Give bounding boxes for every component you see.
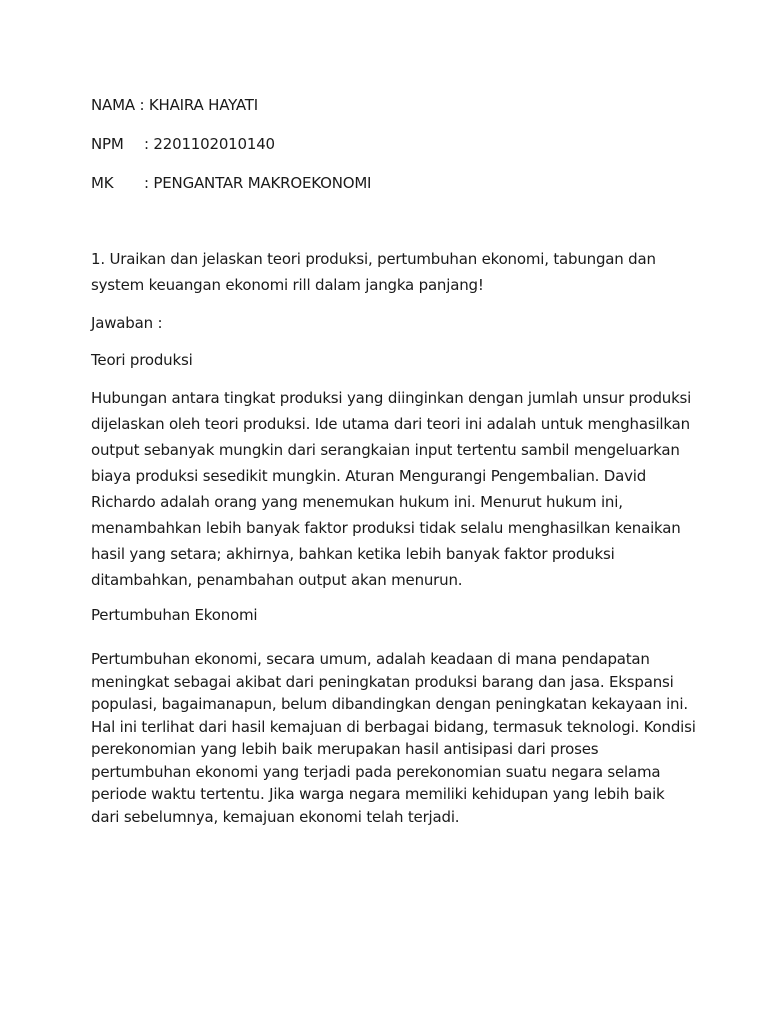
paragraph-line: output sebanyak mungkin dari serangkaian input tertentu sambil mengeluarkan	[91, 441, 680, 459]
paragraph-line: populasi, bagaimanapun, belum dibandingkan dengan peningkatan kekayaan ini.	[91, 695, 688, 713]
paragraph-line: Hubungan antara tingkat produksi yang diinginkan dengan jumlah unsur produksi	[91, 389, 692, 407]
paragraph-line: dijelaskan oleh teori produksi. Ide utama dari teori ini adalah untuk menghasilkan	[91, 415, 690, 433]
course-value: : PENGANTAR MAKROEKONOMI	[144, 174, 372, 192]
paragraph-line: meningkat sebagai akibat dari peningkatan produksi barang dan jasa. Ekspansi	[91, 672, 674, 691]
section-heading-teori: Teori produksi	[91, 351, 193, 369]
pertumbuhan-paragraph	[91, 648, 696, 828]
npm-line	[91, 134, 275, 154]
answer-label: Jawaban :	[91, 314, 163, 332]
paragraph-line: periode waktu tertentu. Jika warga negara memiliki kehidupan yang lebih baik	[91, 785, 665, 803]
paragraph-line: Hal ini terlihat dari hasil kemajuan di berbagai bidang, termasuk teknologi. Kondisi	[91, 717, 696, 736]
name-line: NAMA : KHAIRA HAYATI	[91, 96, 258, 114]
teori-paragraph	[91, 385, 691, 593]
paragraph-line: biaya produksi sesedikit mungkin. Aturan Mengurangi Pengembalian. David	[91, 467, 647, 485]
paragraph-line: ditambahkan, penambahan output akan menurun.	[91, 571, 463, 589]
question-line: system keuangan ekonomi rill dalam jangka panjang!	[91, 276, 484, 294]
paragraph-line: pertumbuhan ekonomi yang terjadi pada perekonomian suatu negara selama	[91, 762, 661, 781]
paragraph-line: menambahkan lebih banyak faktor produksi tidak selalu menghasilkan kenaikan	[91, 519, 681, 537]
paragraph-line: Richardo adalah orang yang menemukan hukum ini. Menurut hukum ini,	[91, 493, 623, 511]
npm-value: : 2201102010140	[144, 135, 275, 153]
course-line	[91, 173, 371, 193]
paragraph-line: dari sebelumnya, kemajuan ekonomi telah terjadi.	[91, 807, 460, 826]
course-label: MK	[91, 174, 114, 192]
section-heading-pertumbuhan: Pertumbuhan Ekonomi	[91, 606, 258, 624]
npm-label: NPM	[91, 135, 124, 153]
paragraph-line: hasil yang setara; akhirnya, bahkan ketika lebih banyak faktor produksi	[91, 545, 615, 563]
question-paragraph	[91, 246, 691, 298]
paragraph-line: perekonomian yang lebih baik merupakan hasil antisipasi dari proses	[91, 740, 599, 758]
question-line: 1. Uraikan dan jelaskan teori produksi, pertumbuhan ekonomi, tabungan dan	[91, 250, 656, 268]
paragraph-line: Pertumbuhan ekonomi, secara umum, adalah keadaan di mana pendapatan	[91, 650, 650, 668]
